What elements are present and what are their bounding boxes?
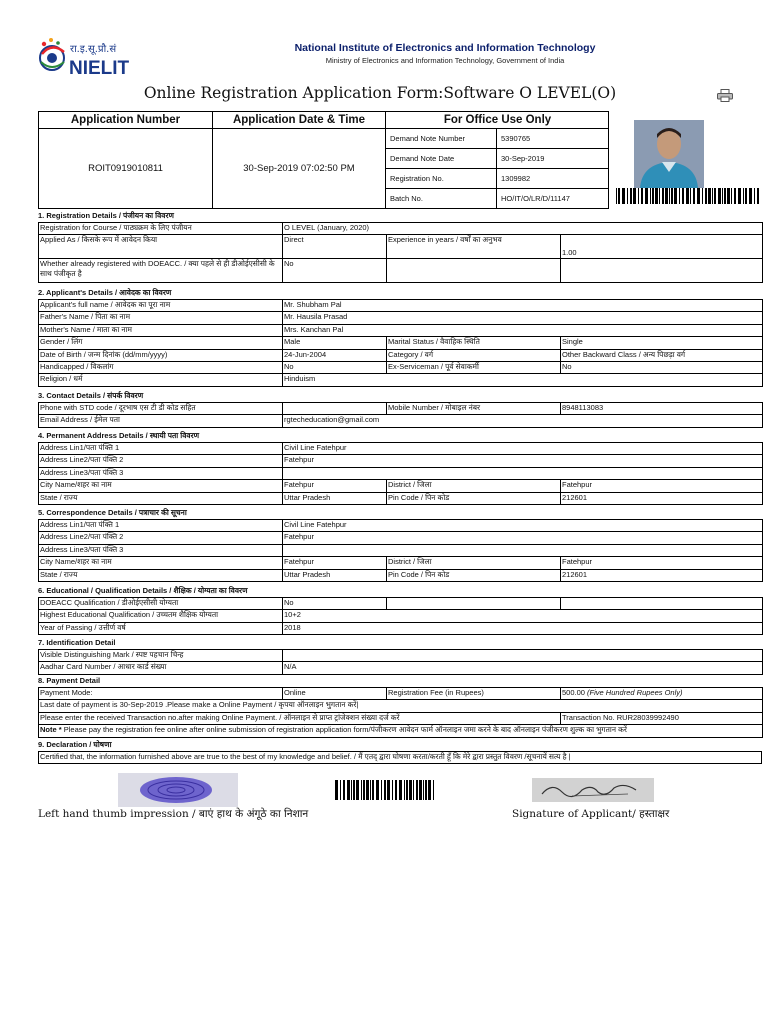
- section-title: 7. Identification Detail: [38, 638, 116, 647]
- barcode-bar: [650, 188, 651, 204]
- address-line2-value: Fatehpur: [283, 455, 763, 467]
- name-value: Mr. Shubham Pal: [283, 300, 763, 312]
- barcode-bar: [693, 188, 695, 204]
- religion-label: Religion / धर्म: [39, 374, 283, 386]
- barcode-bar: [690, 188, 691, 204]
- barcode-bar: [616, 188, 617, 204]
- office-row-value: 5390765: [501, 134, 531, 143]
- office-row-value: HO/IT/O/LR/D/11147: [501, 194, 570, 203]
- correspondence-address-table: [38, 519, 763, 582]
- barcode-bar: [392, 780, 393, 800]
- ex-serviceman-label: Ex-Serviceman / पूर्व सेवाकर्मी: [387, 361, 561, 373]
- previously-registered-label: Whether already registered with DOEACC. / क्या पहले से ही डीओईएसीसी के साथ पंजीकृत है: [39, 259, 283, 283]
- barcode-bar: [419, 780, 422, 800]
- barcode-bar: [734, 188, 736, 204]
- section-payment-detail: [38, 675, 762, 738]
- barcode-bar: [343, 780, 345, 800]
- empty-cell: [561, 598, 763, 610]
- pin-label: Pin Code / पिन कोड: [387, 569, 561, 581]
- barcode-bar: [433, 780, 434, 800]
- section-title: 3. Contact Details / संपर्क विवरण: [38, 391, 144, 400]
- barcode-bar: [754, 188, 755, 204]
- district-label: District / जिला: [387, 557, 561, 569]
- last-date-note: Last date of payment is 30-Sep-2019 .Please make a Online Payment / कृपया ऑनलाइन भुगतान करें|: [39, 700, 763, 712]
- section-title: 2. Applicant's Details / आवेदक का विवरण: [38, 288, 172, 297]
- barcode-bar: [749, 188, 752, 204]
- handicapped-value: No: [283, 361, 387, 373]
- application-number-col: [39, 112, 213, 208]
- handicapped-label: Handicapped / विकलांग: [39, 361, 283, 373]
- category-label: Category / वर्ग: [387, 349, 561, 361]
- pin-value: 212601: [561, 492, 763, 504]
- registration-fee-label: Registration Fee (in Rupees): [387, 688, 561, 700]
- section-contact-details: [38, 390, 762, 428]
- barcode-bar: [714, 188, 716, 204]
- highest-qualification-label: Highest Educational Qualification / उच्चतम शैक्षिक योग्यता: [39, 610, 283, 622]
- email-value: rgtecheducation@gmail.com: [283, 415, 763, 427]
- barcode-bar: [679, 188, 680, 204]
- payment-note: [39, 725, 763, 737]
- barcode-bar: [361, 780, 362, 800]
- barcode-bar: [665, 188, 668, 204]
- barcode-bar: [622, 188, 625, 204]
- barcode-bar: [682, 188, 684, 204]
- mother-value: Mrs. Kanchan Pal: [283, 324, 763, 336]
- phone-label: Phone with STD code / दूरभाष एस टी डी कोड सहित: [39, 403, 283, 415]
- section-title: 4. Permanent Address Details / स्थायी पता विवरण: [38, 431, 200, 440]
- barcode-bar: [722, 188, 723, 204]
- address-line3-value: [283, 544, 763, 556]
- empty-cell: [387, 259, 561, 283]
- aadhar-value: N/A: [283, 662, 763, 674]
- barcode-bar: [662, 188, 664, 204]
- office-row: [386, 149, 609, 169]
- signature-label: Signature of Applicant/ हस्ताक्षर: [512, 808, 670, 820]
- office-row: [386, 129, 609, 149]
- barcode-bar: [340, 780, 341, 800]
- nielit-logo: [38, 34, 158, 80]
- state-value: Uttar Pradesh: [283, 569, 387, 581]
- district-value: Fatehpur: [561, 480, 763, 492]
- doeacc-value: No: [283, 598, 387, 610]
- address-line3-label: Address Line3/पता पंक्ति 3: [39, 467, 283, 479]
- form-title: Online Registration Application Form:Software O LEVEL(O): [143, 84, 617, 102]
- district-value: Fatehpur: [561, 557, 763, 569]
- application-date: 30-Sep-2019 07:02:50 PM: [243, 163, 355, 174]
- barcode-bar: [638, 188, 639, 204]
- empty-cell: [387, 598, 561, 610]
- barcode-bar: [655, 188, 658, 204]
- thumb-impression-image: [118, 773, 238, 807]
- barcode-bar: [627, 188, 628, 204]
- barcode-bar: [428, 780, 431, 800]
- section-declaration: [38, 739, 762, 764]
- barcode-bar: [652, 188, 654, 204]
- barcode-bar: [669, 188, 670, 204]
- address-line2-label: Address Line2/पता पंक्ति 2: [39, 532, 283, 544]
- city-value: Fatehpur: [283, 480, 387, 492]
- state-label: State / राज्य: [39, 492, 283, 504]
- barcode-bar: [335, 780, 338, 800]
- note-text: Please pay the registration fee online after online submission of registration application form/पंजीकरण आवेदन फार्म ऑनलाइन जमा करने के बाद ऑनलाइन पंजीकरण शुल्क का भुगतान करें: [61, 725, 627, 735]
- application-date-col: [213, 112, 386, 208]
- barcode-bottom: [335, 780, 439, 800]
- experience-label: Experience in years / वर्षों का अनुभव: [387, 235, 561, 259]
- experience-value: 1.00: [561, 235, 763, 259]
- declaration-text: Certified that, the information furnished above are true to the best of my knowledge and belief. / मैं एतद् द्वारा घोषणा करता/करती हूँ कि मेरे द्वारा प्रस्तुत विवरण /सूचनायें सत्य है |: [39, 752, 762, 764]
- barcode-bar: [745, 188, 747, 204]
- doeacc-label: DOEACC Qualification / डीओईएसीसी योग्यता: [39, 598, 283, 610]
- year-of-passing-label: Year of Passing / उत्तीर्ण वर्ष: [39, 622, 283, 634]
- fee-in-words: (Five Hundred Rupees Only): [587, 688, 683, 697]
- application-number-label: Application Number: [39, 112, 212, 129]
- barcode-bar: [702, 188, 703, 204]
- pin-value: 212601: [561, 569, 763, 581]
- barcode-bar: [353, 780, 355, 800]
- section-identification: [38, 637, 762, 675]
- office-row: [386, 169, 609, 189]
- distinguishing-mark-label: Visible Distinguishing Mark / स्पष्ट पहचान चिन्ह: [39, 650, 283, 662]
- barcode-bar: [423, 780, 424, 800]
- dob-label: Date of Birth / जन्म दिनांक (dd/mm/yyyy): [39, 349, 283, 361]
- barcode-bar: [395, 780, 397, 800]
- section-title: 5. Correspondence Details / पत्राचार की सूचना: [38, 508, 187, 517]
- org-name: National Institute of Electronics and Information Technology: [294, 42, 596, 54]
- declaration-table: [38, 751, 762, 764]
- barcode-bar: [366, 780, 369, 800]
- transaction-value: Transaction No. RUR28039992490: [561, 712, 763, 724]
- barcode-bar: [641, 188, 643, 204]
- office-row-label: Registration No.: [386, 169, 497, 188]
- state-value: Uttar Pradesh: [283, 492, 387, 504]
- contact-table: [38, 402, 763, 428]
- office-row: [386, 189, 609, 209]
- office-row-value: 30-Sep-2019: [501, 154, 545, 163]
- barcode-bar: [686, 188, 689, 204]
- thumb-impression-label: Left hand thumb impression / बाएं हाथ के अंगूठे का निशान: [38, 808, 309, 820]
- distinguishing-mark-value: [283, 650, 763, 662]
- office-row-label: Demand Note Date: [386, 149, 497, 168]
- office-use-table: [386, 129, 609, 208]
- barcode-bar: [406, 780, 408, 800]
- barcode-bar: [409, 780, 412, 800]
- religion-value: Hinduism: [283, 374, 763, 386]
- state-label: State / राज्य: [39, 569, 283, 581]
- address-line1-value: Civil Line Fatehpur: [283, 520, 763, 532]
- barcode-bar: [645, 188, 648, 204]
- logo-text: NIELIT: [69, 58, 130, 79]
- father-value: Mr. Hausila Prasad: [283, 312, 763, 324]
- barcode-bar: [356, 780, 359, 800]
- section-title: 8. Payment Detail: [38, 676, 101, 685]
- city-label: City Name/शहर का नाम: [39, 557, 283, 569]
- barcode-bar: [671, 188, 673, 204]
- father-label: Father's Name / पिता का नाम: [39, 312, 283, 324]
- section-correspondence-address: [38, 507, 762, 582]
- barcode-bar: [743, 188, 744, 204]
- applied-as-label: Applied As / किसके रूप में आवेदन किया: [39, 235, 283, 259]
- application-summary: [38, 111, 609, 209]
- office-row-label: Demand Note Number: [386, 129, 497, 148]
- address-line1-label: Address Lin1/पता पंक्ति 1: [39, 443, 283, 455]
- barcode-bar: [370, 780, 371, 800]
- gender-value: Male: [283, 337, 387, 349]
- registration-fee-value: [561, 688, 763, 700]
- barcode-bar: [633, 188, 636, 204]
- barcode-bar: [718, 188, 721, 204]
- aadhar-label: Aadhar Card Number / आधार कार्ड संख्या: [39, 662, 283, 674]
- barcode-bar: [659, 188, 660, 204]
- barcode-bar: [372, 780, 374, 800]
- gender-label: Gender / लिंग: [39, 337, 283, 349]
- pin-label: Pin Code / पिन कोड: [387, 492, 561, 504]
- mother-label: Mother's Name / माता का नाम: [39, 324, 283, 336]
- application-number: ROIT0919010811: [88, 163, 163, 174]
- year-of-passing-value: 2018: [283, 622, 763, 634]
- section-title: 9. Declaration / घोषणा: [38, 740, 112, 749]
- barcode-bar: [731, 188, 732, 204]
- email-label: Email Address / ईमेल पता: [39, 415, 283, 427]
- highest-qualification-value: 10+2: [283, 610, 763, 622]
- barcode-bar: [757, 188, 759, 204]
- city-label: City Name/शहर का नाम: [39, 480, 283, 492]
- empty-cell: [561, 259, 763, 283]
- registration-table: [38, 222, 763, 283]
- course-value: O LEVEL (January, 2020): [283, 223, 763, 235]
- permanent-address-table: [38, 442, 763, 505]
- dob-value: 24-Jun-2004: [283, 349, 387, 361]
- payment-table: [38, 687, 763, 738]
- barcode-bar: [738, 188, 741, 204]
- ex-serviceman-value: No: [561, 361, 763, 373]
- org-subtitle: Ministry of Electronics and Information Technology, Government of India: [325, 56, 565, 65]
- signature-image: [532, 778, 654, 802]
- city-value: Fatehpur: [283, 557, 387, 569]
- barcode-bar: [363, 780, 365, 800]
- barcode-bar: [376, 780, 379, 800]
- applicant-table: [38, 299, 763, 387]
- note-label: Note *: [40, 725, 62, 735]
- barcode-bar: [381, 780, 382, 800]
- address-line2-label: Address Line2/पता पंक्ति 2: [39, 455, 283, 467]
- address-line1-label: Address Lin1/पता पंक्ति 1: [39, 520, 283, 532]
- previously-registered-value: No: [283, 259, 387, 283]
- barcode-bar: [727, 188, 730, 204]
- section-applicant-details: [38, 287, 762, 387]
- section-registration-details: [38, 210, 762, 283]
- barcode-bar: [674, 188, 677, 204]
- barcode-bar: [351, 780, 352, 800]
- address-line1-value: Civil Line Fatehpur: [283, 443, 763, 455]
- address-line3-value: [283, 467, 763, 479]
- barcode-bar: [697, 188, 700, 204]
- barcode-bar: [387, 780, 390, 800]
- office-row-label: Batch No.: [386, 189, 497, 209]
- fee-amount: 500.00: [562, 688, 585, 697]
- barcode-bar: [712, 188, 713, 204]
- office-use-label: For Office Use Only: [386, 112, 609, 129]
- address-line3-label: Address Line3/पता पंक्ति 3: [39, 544, 283, 556]
- printer-icon[interactable]: [717, 87, 733, 100]
- course-label: Registration for Course / पाठ्यक्रम के लिए पंजीयन: [39, 223, 283, 235]
- barcode-bar: [416, 780, 418, 800]
- payment-mode-label: Payment Mode:: [39, 688, 283, 700]
- address-line2-value: Fatehpur: [283, 532, 763, 544]
- transaction-label: Please enter the received Transaction no.after making Online Payment. / ऑनलाइन से प्राप्त ट्रांजेक्शन संख्या दर्ज करें: [39, 712, 561, 724]
- barcode-bar: [404, 780, 405, 800]
- application-date-label: Application Date & Time: [213, 112, 385, 129]
- barcode-bar: [399, 780, 402, 800]
- marital-label: Marital Status / वैवाहिक स्थिति: [387, 337, 561, 349]
- category-value: Other Backward Class / अन्य पिछड़ा वर्ग: [561, 349, 763, 361]
- applicant-photo: [634, 120, 704, 188]
- barcode-bar: [618, 188, 620, 204]
- barcode-bar: [384, 780, 386, 800]
- section-permanent-address: [38, 430, 762, 505]
- payment-mode-value: Online: [283, 688, 387, 700]
- phone-value: [283, 403, 387, 415]
- district-label: District / जिला: [387, 480, 561, 492]
- barcode-bar: [347, 780, 350, 800]
- barcode-bar: [708, 188, 711, 204]
- barcode-top: [616, 188, 762, 204]
- qualification-table: [38, 597, 763, 635]
- org-header: [200, 42, 690, 65]
- name-label: Applicant's full name / आवेदक का पूरा नाम: [39, 300, 283, 312]
- barcode-bar: [705, 188, 707, 204]
- section-title: 1. Registration Details / पंजीयन का विवरण: [38, 211, 174, 220]
- barcode-bar: [425, 780, 427, 800]
- mobile-label: Mobile Number / मोबाइल नंबर: [387, 403, 561, 415]
- logo-hindi: रा.इ.सू.प्रौ.सं: [70, 44, 117, 55]
- barcode-bar: [724, 188, 726, 204]
- barcode-bar: [413, 780, 414, 800]
- identification-table: [38, 649, 763, 675]
- mobile-value: 8948113083: [561, 403, 763, 415]
- applied-as-value: Direct: [283, 235, 387, 259]
- office-row-value: 1309982: [501, 174, 531, 183]
- marital-value: Single: [561, 337, 763, 349]
- section-qualification-details: [38, 585, 762, 635]
- barcode-bar: [630, 188, 632, 204]
- section-title: 6. Educational / Qualification Details / शैक्षिक / योग्यता का विवरण: [38, 586, 248, 595]
